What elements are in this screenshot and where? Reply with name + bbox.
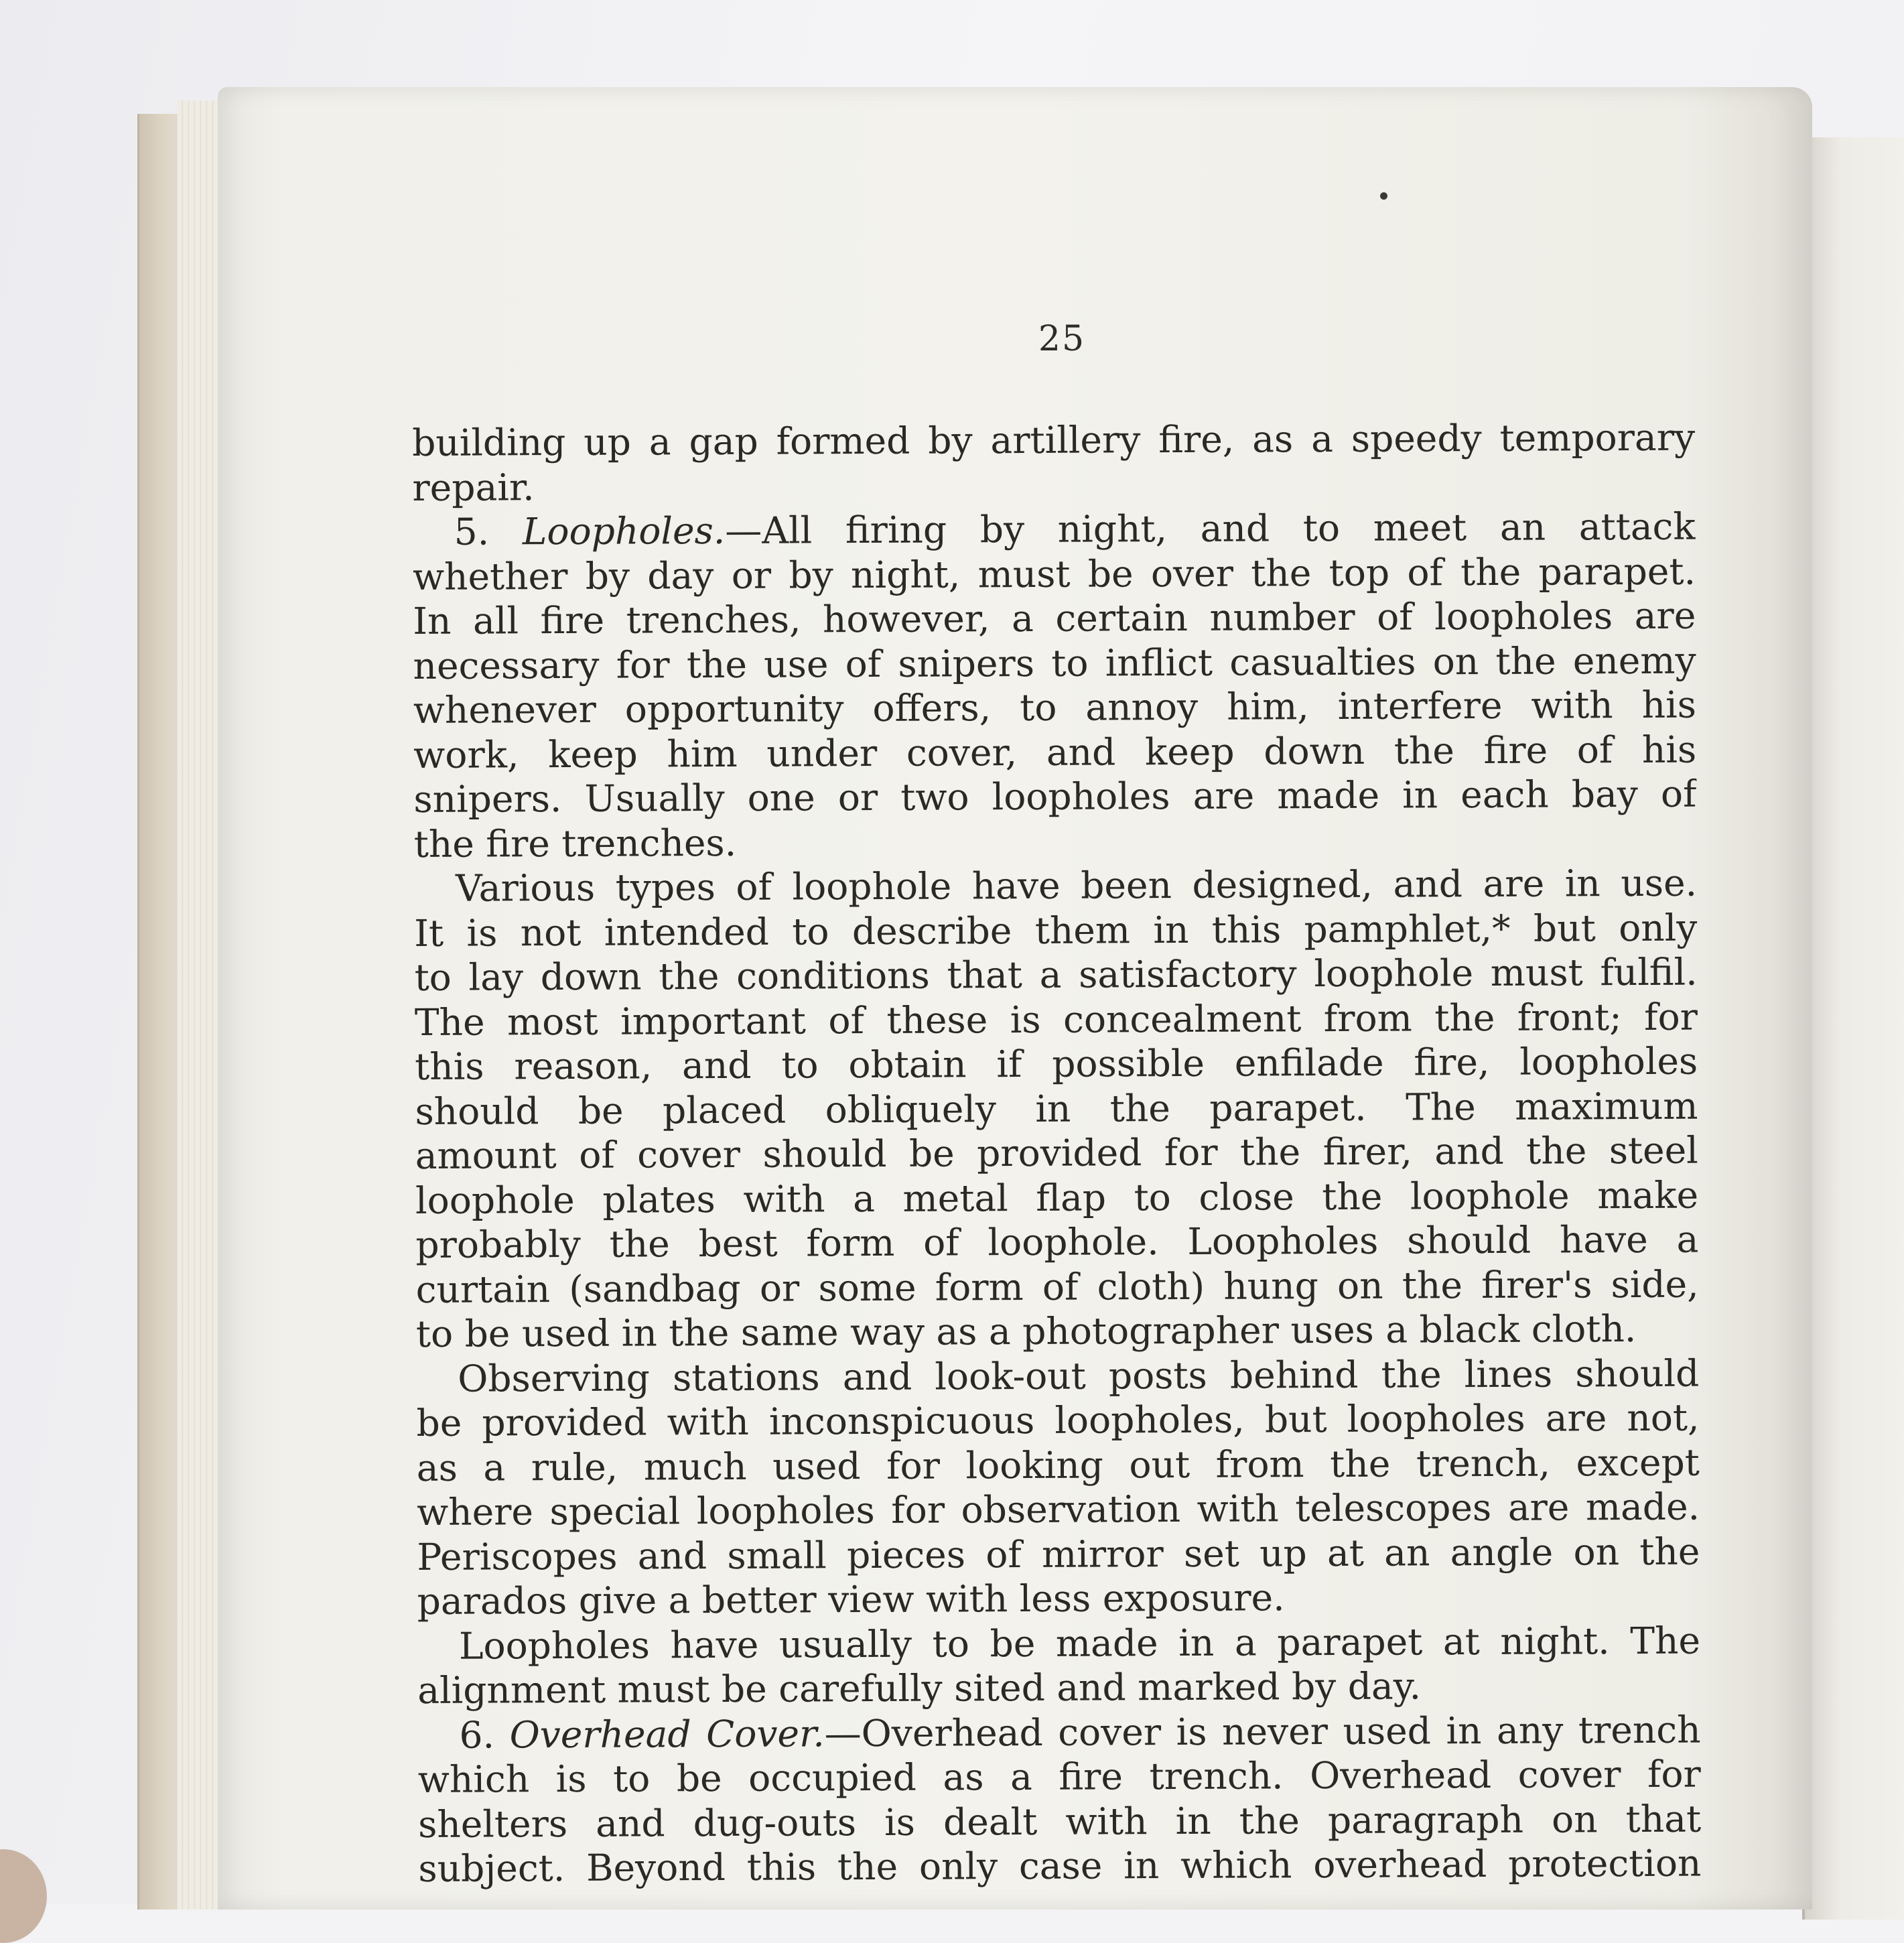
text-line: parados give a better view with less exposure. [417,1576,1285,1623]
paragraph-heading: Loopholes. [522,509,726,553]
text-line: which is to be occupied as a fire trench. Overhead cover for [417,1752,1701,1801]
text-line: Various types of loophole have been designed, and are in use. [455,861,1698,910]
text-line: amount of cover should be provided for the firer, and the steel [415,1128,1698,1177]
paragraph-number: 5. [454,510,490,553]
text-line: necessary for the use of snipers to inflict casualties on the enemy [413,639,1696,687]
text-line: Periscopes and small pieces of mirror set up at an angle on the [417,1530,1700,1579]
page-number: 25 [1038,319,1086,359]
paragraph-5-start [413,505,1696,555]
text-line: loophole plates with a metal flap to close the loophole make [415,1173,1699,1222]
text-line: this reason, and to obtain if possible enfilade fire, loopholes [415,1039,1698,1088]
text-line: work, keep him under cover, and keep down the fire of his [413,728,1697,777]
paragraph-text: —Overhead cover is never used in any trench [824,1708,1701,1755]
paragraph-text: —All firing by night, and to meet an attack [725,505,1696,552]
text-line: whether by day or by night, must be over the top of the parapet. [412,549,1696,598]
text-line: the fire trenches. [413,821,737,866]
text-line: to be used in the same way as a photographer uses a black cloth. [415,1307,1637,1355]
text-line: should be placed obliquely in the parapet. The maximum [415,1084,1698,1133]
facing-page-edge [1802,137,1904,1920]
text-line: In all fire trenches, however, a certain number of loopholes are [413,594,1696,643]
text-line: where special loopholes for observation with telescopes are made. [416,1485,1700,1534]
text-line: subject. Beyond this the only case in which overhead protection [418,1841,1702,1890]
text-line: as a rule, much used for looking out from the trench, except [416,1440,1700,1489]
text-line: whenever opportunity offers, to annoy him, interfere with his [413,683,1697,732]
text-line: The most important of these is concealment from the front; for [414,995,1698,1044]
paragraph-number: 6. [459,1713,495,1757]
ink-speck [1380,192,1387,200]
page-text [412,415,1702,1891]
paragraph-6-start [417,1707,1700,1757]
text-line: shelters and dug-outs is dealt with in the paragraph on that [417,1797,1702,1846]
paragraph-heading: Overhead Cover. [509,1711,825,1756]
text-line: Loopholes have usually to be made in a parapet at night. The [458,1619,1701,1668]
text-line: snipers. Usually one or two loopholes are made in each bay of [413,772,1697,821]
text-line: alignment must be carefully sited and marked by day. [417,1664,1422,1712]
text-line: Observing stations and look-out posts behind the lines should [458,1351,1700,1400]
text-line: It is not intended to describe them in this pamphlet,* but only [414,906,1698,955]
text-line: building up a gap formed by artillery fire, as a speedy temporary [412,415,1696,464]
text-line: to lay down the conditions that a satisfactory loophole must fulfil. [414,950,1698,999]
text-line: repair. [412,465,535,509]
text-line: curtain (sandbag or some form of cloth) hung on the firer's side, [415,1262,1699,1311]
text-line: be provided with inconspicuous loopholes, but loopholes are not, [416,1396,1700,1445]
text-line: probably the best form of loophole. Loopholes should have a [415,1217,1699,1266]
